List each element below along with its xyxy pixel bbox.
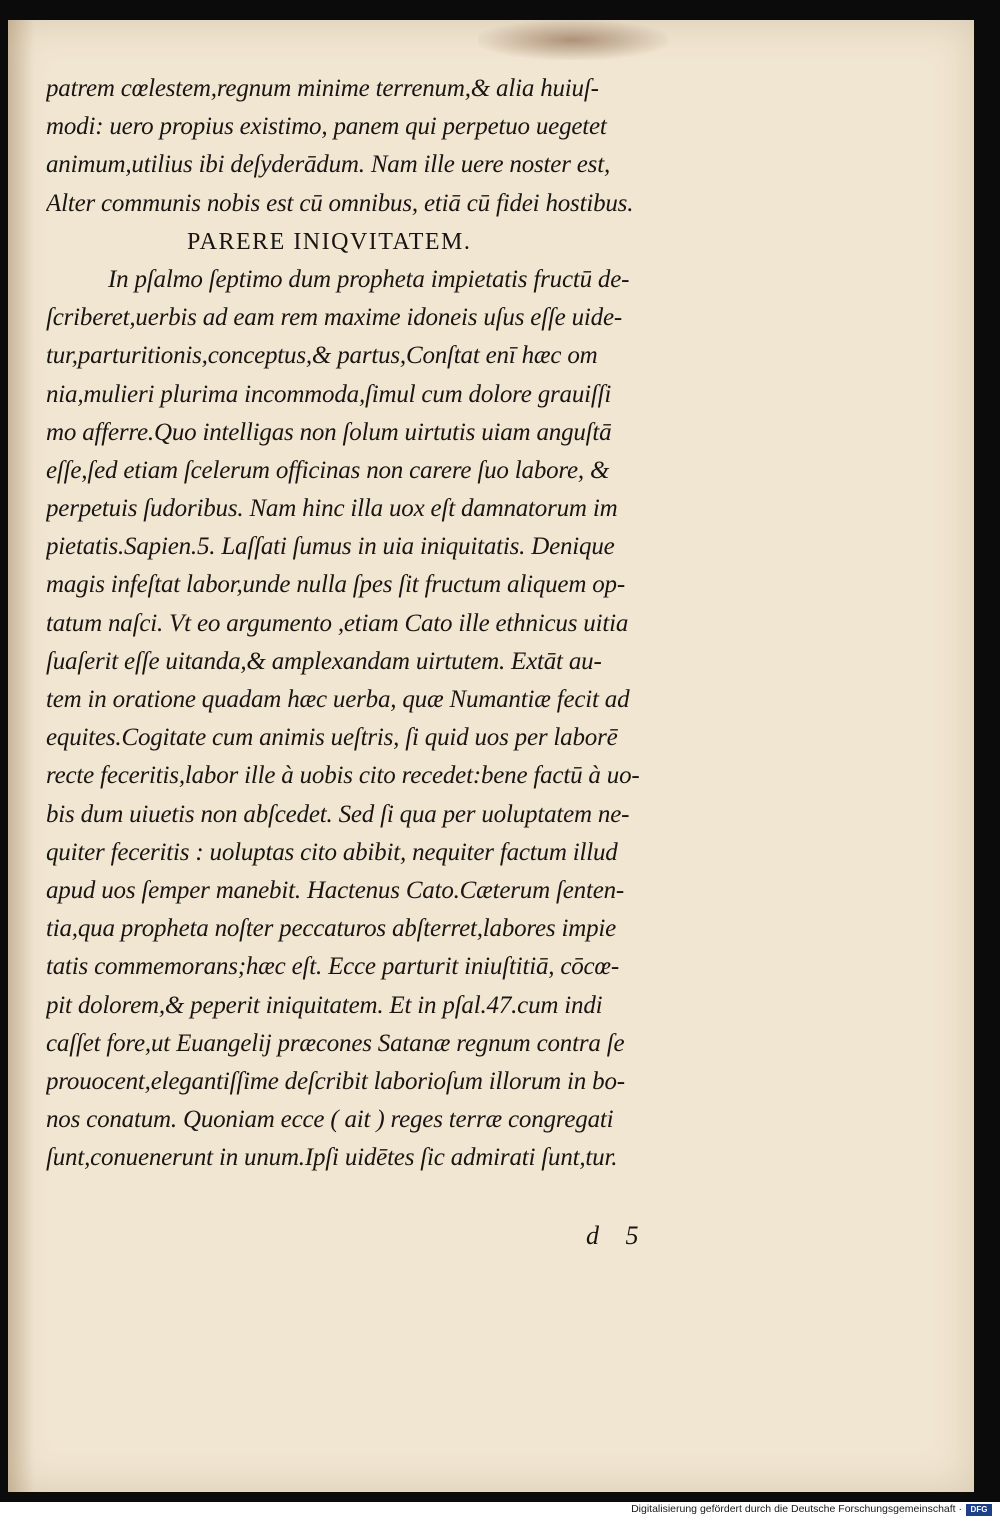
text-line: prouocent,elegantiſſime deſcribit laborioſum illorum in bo- [46, 1067, 625, 1095]
text-line: tatum naſci. Vt eo argumento ,etiam Cato ille ethnicus uitia [46, 609, 629, 637]
page-text [46, 70, 746, 1177]
text-line: tem in oratione quadam hæc uerba, quæ Numantiæ fecit ad [46, 686, 630, 713]
text-line: tia,qua propheta noſter peccaturos abſterret,labores impie [46, 915, 617, 943]
text-line: tatis commemorans;hæc eſt. Ecce parturit iniuſtitiā, cōcœ- [46, 953, 620, 981]
text-line: pietatis.Sapien.5. Laſſati ſumus in uia iniquitatis. Denique [46, 533, 615, 561]
text-line: nia,mulieri plurima incommoda,ſimul cum dolore grauiſſi [46, 380, 612, 408]
text-line: tur,parturitionis,conceptus,& partus,Conſtat enī hæc om [46, 342, 598, 370]
text-line: modi: uero propius existimo, panem qui perpetuo uegetet [46, 113, 607, 141]
text-line: apud uos ſemper manebit. Hactenus Cato.Cæterum ſenten- [46, 876, 625, 904]
funding-credit: Digitalisierung gefördert durch die Deutsche Forschungsgemeinschaft · [631, 1503, 962, 1515]
text-line: mo afferre.Quo intelligas non ſolum uirtutis uiam anguſtā [46, 418, 612, 446]
signature-mark: d 5 [586, 1221, 649, 1250]
text-line: perpetuis ſudoribus. Nam hinc illa uox eſt damnatorum im [46, 495, 618, 523]
text-line: quiter feceritis : uoluptas cito abibit, nequiter factum illud [46, 838, 618, 866]
text-line: equites.Cogitate cum animis ueſtris, ſi quid uos per laborē [46, 724, 618, 752]
footer-bar [0, 1502, 1000, 1518]
text-line: nos conatum. Quoniam ecce ( ait ) reges terræ congregati [46, 1106, 614, 1134]
text-line: eſſe,ſed etiam ſcelerum officinas non carere ſuo labore, & [46, 456, 610, 484]
text-line: ſunt,conuenerunt in unum.Ipſi uidētes ſic admirati ſunt,tur. [46, 1144, 618, 1172]
text-line: ſuaſerit eſſe uitanda,& amplexandam uirtutem. Extāt au- [46, 647, 602, 675]
text-line: Alter communis nobis est cū omnibus, etiā cū fidei hostibus. [46, 189, 634, 217]
section-heading: PARERE INIQVITATEM. [187, 228, 472, 255]
text-line: In pſalmo ſeptimo dum propheta impietatis fructū de- [108, 265, 630, 293]
text-line: magis infeſtat labor,unde nulla ſpes ſit fructum aliquem op- [46, 571, 625, 599]
text-line: patrem cœlestem,regnum minime terrenum,& alia huiuſ- [46, 75, 599, 102]
page-gutter-shadow [8, 20, 34, 1492]
text-line: caſſet fore,ut Euangelij præcones Satanæ regnum contra ſe [46, 1029, 625, 1057]
dfg-logo: DFG [966, 1504, 992, 1516]
text-line: recte feceritis,labor ille à uobis cito recedet:bene factū à uo- [46, 762, 640, 790]
text-line: ſcriberet,uerbis ad eam rem maxime idoneis uſus eſſe uide- [46, 304, 622, 332]
text-line: bis dum uiuetis non abſcedet. Sed ſi qua per uoluptatem ne- [46, 800, 630, 828]
text-line: animum,utilius ibi deſyderādum. Nam ille uere noster est, [46, 151, 611, 179]
text-line: pit dolorem,& peperit iniquitatem. Et in pſal.47.cum indi [46, 991, 603, 1019]
